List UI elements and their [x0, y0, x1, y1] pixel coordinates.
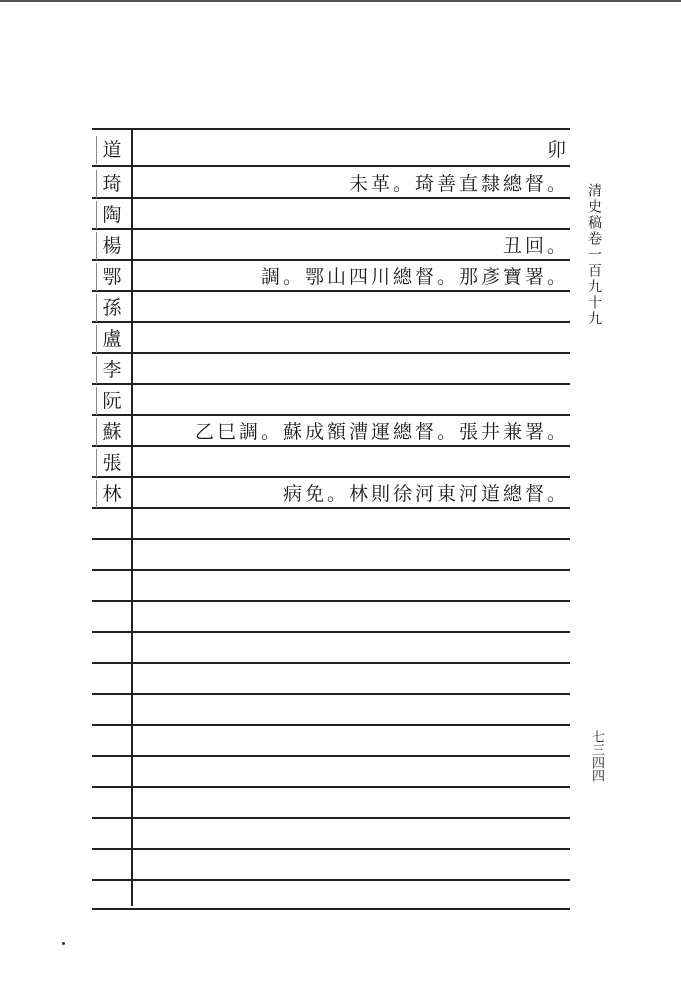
name-cell: 阮	[96, 387, 127, 415]
name-cell: 陶	[96, 201, 127, 229]
rule-line	[92, 848, 570, 850]
entry-line: 卯	[546, 139, 569, 161]
name-cell: 李	[96, 356, 127, 384]
rule-line	[92, 631, 570, 633]
rule-line	[92, 321, 570, 323]
name-cell: 孫	[96, 294, 127, 322]
rule-line	[92, 414, 570, 416]
entry-line: 調。鄂山四川總督。那彥寶署。	[260, 266, 569, 288]
top-border-line	[0, 0, 681, 2]
rule-line	[92, 600, 570, 602]
rule-line	[92, 476, 570, 478]
rule-line	[92, 128, 570, 130]
speck-mark	[62, 942, 65, 945]
rule-line	[92, 786, 570, 788]
name-cell: 楊	[96, 232, 127, 260]
column-divider	[131, 128, 133, 906]
page-number: 七三四四	[589, 730, 604, 782]
rule-line	[92, 228, 570, 230]
book-title: 清史稿卷一百九十九	[586, 183, 602, 327]
name-cell: 蘇	[96, 418, 127, 446]
rule-line	[92, 817, 570, 819]
rule-line	[92, 538, 570, 540]
rule-line	[92, 662, 570, 664]
rule-line	[92, 908, 570, 910]
name-cell: 盧	[96, 325, 127, 353]
rule-line	[92, 383, 570, 385]
rule-line	[92, 724, 570, 726]
entry-line: 未革。琦善直隸總督。	[348, 173, 569, 195]
rule-line	[92, 693, 570, 695]
entry-line: 乙巳調。蘇成額漕運總督。張井兼署。	[194, 421, 569, 443]
rule-line	[92, 259, 570, 261]
entry-line: 病免。林則徐河東河道總督。	[282, 483, 569, 505]
name-cell: 林	[96, 480, 127, 508]
rule-line	[92, 879, 570, 881]
rule-line	[92, 352, 570, 354]
name-cell: 鄂	[96, 263, 127, 291]
name-cell: 張	[96, 449, 127, 477]
name-cell: 琦	[96, 170, 127, 198]
rule-line	[92, 165, 570, 167]
rule-line	[92, 755, 570, 757]
rule-line	[92, 569, 570, 571]
name-cell: 道	[96, 136, 127, 164]
entry-line: 丑回。	[502, 235, 569, 257]
